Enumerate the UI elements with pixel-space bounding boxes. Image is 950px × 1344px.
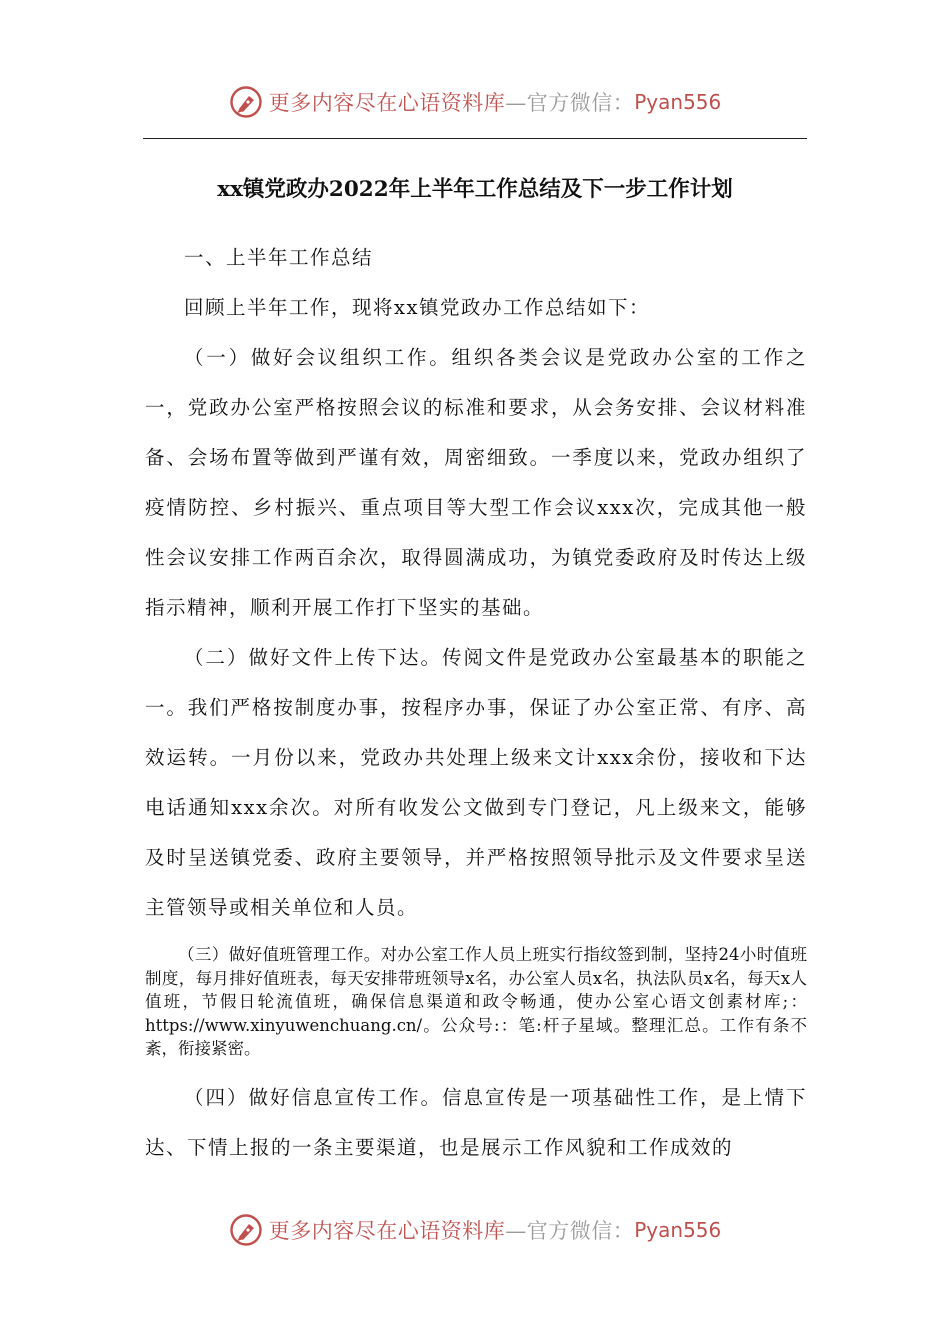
watermark-brand: 更多内容尽在心语资料库: [268, 1219, 506, 1243]
pen-nib-circle-icon: [229, 85, 263, 119]
intro-paragraph: 回顾上半年工作，现将xx镇党政办工作总结如下：: [184, 296, 650, 319]
paragraph-publicity: （四）做好信息宣传工作。信息宣传是一项基础性工作，是上情下达、下情上报的一条主要渠道，也是展示工作风貌和工作成效的: [145, 1085, 807, 1159]
watermark-separator: —官方微信：: [505, 91, 635, 115]
paragraph-meetings: （一）做好会议组织工作。组织各类会议是党政办公室的工作之一，党政办公室严格按照会议的标准和要求，从会务安排、会议材料准备、会场布置等做到严谨有效，周密细致。一季度以来，党政办组织了疫情防控、乡村振兴、重点项目等大型工作会议xxx次，完成其他一般性会议安排工作两百余次，取得圆满成功，为镇党委政府及时传达上级指示精神，顺利开展工作打下坚实的基础。: [145, 346, 807, 619]
section-heading: 一、上半年工作总结: [184, 246, 374, 269]
document-body: [145, 233, 807, 1173]
pen-nib-circle-icon: [229, 1213, 263, 1247]
watermark-banner-bottom: [0, 1210, 950, 1250]
watermark-brand: 更多内容尽在心语资料库: [268, 91, 506, 115]
document-title: xx镇党政办2022年上半年工作总结及下一步工作计划: [217, 177, 733, 202]
watermark-separator: —官方微信：: [505, 1219, 635, 1243]
watermark-handle: Pyan556: [634, 1218, 722, 1242]
watermark-banner-top: [0, 82, 950, 122]
watermark-handle: Pyan556: [634, 90, 722, 114]
header-rule: [143, 138, 807, 139]
paragraph-documents: （二）做好文件上传下达。传阅文件是党政办公室最基本的职能之一。我们严格按制度办事，按程序办事，保证了办公室正常、有序、高效运转。一月份以来，党政办共处理上级来文计xxx余份，接收和下达电话通知xxx余次。对所有收发公文做到专门登记，凡上级来文，能够及时呈送镇党委、政府主要领导，并严格按照领导批示及文件要求呈送主管领导或相关单位和人员。: [145, 646, 807, 919]
paragraph-duty: （三）做好值班管理工作。对办公室工作人员上班实行指纹签到制，坚持24小时值班制度，每月排好值班表，每天安排带班领导x名，办公室人员x名，执法队员x名，每天x人值班，节假日轮流值班，确保信息渠道和政令畅通，使办公室心语文创素材库;：https://www.xinyuwenchuang.cn/。公众号:：笔:杆子星域。整理汇总。工作有条不紊，衔接紧密。: [145, 945, 807, 1058]
